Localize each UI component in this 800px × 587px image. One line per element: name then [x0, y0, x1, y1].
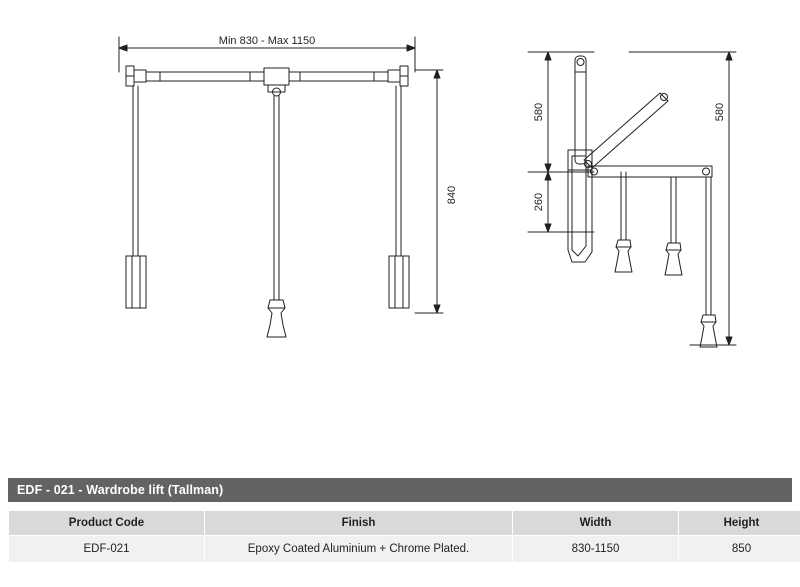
table-row [9, 536, 800, 563]
side-right-dimension [629, 52, 736, 345]
side-lower-dimension-label: 260 [533, 192, 545, 212]
cell-height: 850 [679, 536, 800, 563]
front-center-handle [267, 300, 286, 337]
column-header-product-code: Product Code [9, 511, 205, 536]
front-left-arm [146, 72, 264, 81]
specification-table [8, 510, 800, 563]
side-right-drop [700, 177, 717, 347]
front-right-bracket [388, 66, 408, 86]
side-second-drop [665, 177, 682, 275]
front-height-dimension-label: 840 [446, 185, 458, 205]
front-left-drop [126, 86, 146, 308]
front-top-dimension-label: Min 830 - Max 1150 [218, 35, 316, 47]
side-arm-mid [584, 93, 668, 168]
table-header-row [9, 511, 800, 536]
side-right-dimension-label: 580 [714, 102, 726, 122]
front-right-dimension [415, 70, 443, 313]
column-header-width: Width [513, 511, 679, 536]
cell-product-code: EDF-021 [9, 536, 205, 563]
front-center-rod [274, 96, 279, 300]
column-header-height: Height [679, 511, 800, 536]
product-title-bar: EDF - 021 - Wardrobe lift (Tallman) [8, 478, 792, 502]
column-header-finish: Finish [205, 511, 513, 536]
side-view-group [528, 52, 736, 347]
front-center-joint [264, 68, 289, 96]
side-arm-raised [575, 56, 586, 164]
front-right-drop [389, 86, 409, 308]
front-right-arm [289, 72, 388, 81]
cell-width: 830-1150 [513, 536, 679, 563]
front-left-bracket [126, 66, 146, 86]
side-arm-lowered [588, 166, 712, 177]
side-mid-drop [615, 172, 632, 272]
front-view-group [119, 37, 443, 337]
cell-finish: Epoxy Coated Aluminium + Chrome Plated. [205, 536, 513, 563]
side-upper-dimension-label: 580 [533, 102, 545, 122]
